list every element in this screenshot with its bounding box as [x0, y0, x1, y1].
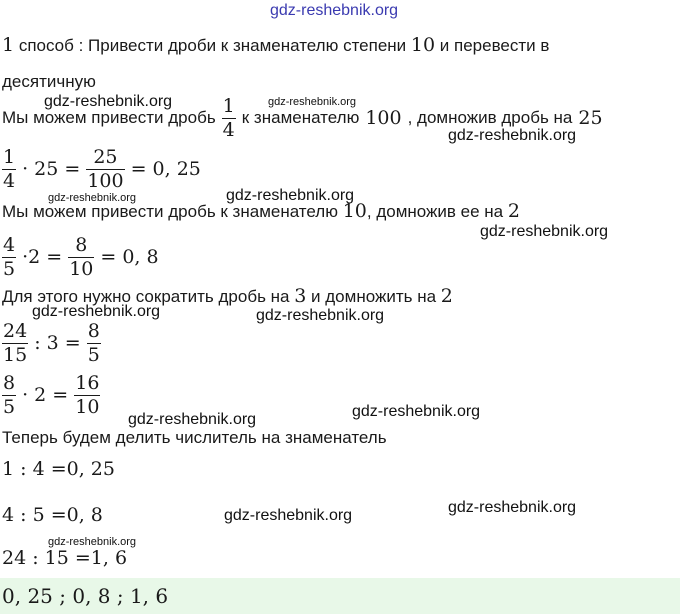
- watermark-small: gdz-reshebnik.org: [268, 96, 357, 108]
- eq3-r-num: 8: [87, 319, 100, 342]
- div2-expr: 4 : 5 =: [2, 504, 67, 526]
- step3-text-a: Для этого нужно сократить дробь на: [2, 287, 295, 306]
- division-3: [2, 547, 127, 569]
- eq4-result-fraction: [74, 371, 100, 418]
- watermark: gdz-reshebnik.org: [32, 303, 161, 320]
- step2-text-b: , домножив ее на: [366, 202, 508, 221]
- equation-2: [2, 234, 159, 280]
- watermark: gdz-reshebnik.org: [352, 403, 481, 420]
- division-1: [2, 458, 115, 480]
- eq1-r-num: 25: [86, 148, 124, 170]
- watermark: gdz-reshebnik.org: [480, 223, 609, 240]
- watermark-top: gdz-reshebnik.org: [270, 2, 399, 19]
- div2-result: 0, 8: [66, 504, 103, 526]
- watermark-small: gdz-reshebnik.org: [48, 536, 137, 548]
- eq2-f-den: 5: [3, 257, 16, 280]
- step1-fraction: [222, 94, 236, 141]
- step3-three: 3: [294, 285, 307, 307]
- answer: 0, 25 ; 0, 8 ; 1, 6: [2, 584, 169, 608]
- step1-text-c: , домножив дробь на: [407, 108, 573, 127]
- method-heading-line2: десятичную: [2, 72, 96, 91]
- step2-text-a: Мы можем привести дробь к знаменателю: [2, 202, 343, 221]
- step1-text-b: к знаменателю: [241, 108, 360, 127]
- method-ten: 10: [410, 34, 436, 56]
- step1-frac-den: 4: [222, 118, 235, 141]
- eq1-r-den: 100: [87, 169, 124, 192]
- method-text: способ : Привести дроби к знаменателю степени: [14, 36, 411, 55]
- method-number: 1: [2, 34, 15, 56]
- eq3-fraction: [2, 319, 28, 366]
- eq3-f-den: 15: [3, 343, 28, 366]
- equation-3: [2, 320, 101, 366]
- method-text-end: и перевести в: [435, 36, 550, 55]
- watermark: gdz-reshebnik.org: [224, 507, 353, 524]
- equation-4: [2, 372, 100, 418]
- eq1-f-num: 1: [3, 145, 16, 168]
- eq4-fraction: [2, 371, 16, 418]
- step3-two: 2: [440, 285, 453, 307]
- div3-result: 1, 6: [90, 547, 128, 569]
- eq4-r-den: 10: [75, 395, 100, 418]
- div3-expr: 24 : 15 =: [2, 547, 91, 569]
- step1-mult: 25: [578, 107, 603, 129]
- watermark: gdz-reshebnik.org: [448, 127, 577, 144]
- step4-line: Теперь будем делить числитель на знаменатель: [2, 428, 387, 447]
- eq2-op: ·2 =: [22, 246, 63, 268]
- eq1-result-fraction: [86, 145, 124, 192]
- watermark: gdz-reshebnik.org: [44, 93, 173, 110]
- eq2-fraction: [2, 233, 16, 280]
- division-2: [2, 504, 103, 526]
- watermark: gdz-reshebnik.org: [226, 187, 355, 204]
- step1-frac-num: 1: [222, 94, 235, 117]
- eq3-op: : 3 =: [34, 332, 81, 354]
- watermark: gdz-reshebnik.org: [128, 411, 257, 428]
- watermark: gdz-reshebnik.org: [256, 307, 385, 324]
- eq1-op: · 25 =: [22, 158, 81, 180]
- method-heading: [2, 34, 549, 56]
- div1-expr: 1 : 4 =: [2, 458, 67, 480]
- step1-text-a: Мы можем привести дробь: [2, 108, 216, 127]
- equation-1: [2, 146, 201, 192]
- eq4-r-num: 16: [75, 371, 100, 394]
- step3-text-b: и домножить на: [306, 287, 441, 306]
- eq2-r-den: 10: [69, 257, 94, 280]
- eq2-result: = 0, 8: [100, 246, 159, 268]
- eq4-f-num: 8: [3, 371, 16, 394]
- eq3-result-fraction: [87, 319, 101, 366]
- step2-ten: 10: [342, 200, 367, 222]
- step1-hundred: 100: [365, 107, 402, 129]
- eq4-f-den: 5: [3, 395, 16, 418]
- eq1-result: = 0, 25: [130, 158, 201, 180]
- eq2-f-num: 4: [3, 233, 16, 256]
- eq3-r-den: 5: [87, 343, 100, 366]
- eq2-result-fraction: [68, 233, 94, 280]
- eq1-f-den: 4: [3, 169, 16, 192]
- watermark-small: gdz-reshebnik.org: [48, 192, 137, 204]
- eq2-r-num: 8: [68, 236, 94, 258]
- eq4-op: · 2 =: [22, 384, 69, 406]
- eq1-fraction: [2, 145, 16, 192]
- div1-result: 0, 25: [66, 458, 115, 480]
- step2-mult: 2: [507, 200, 520, 222]
- eq3-f-num: 24: [3, 319, 28, 342]
- watermark: gdz-reshebnik.org: [448, 499, 577, 516]
- step2-line: [2, 200, 520, 222]
